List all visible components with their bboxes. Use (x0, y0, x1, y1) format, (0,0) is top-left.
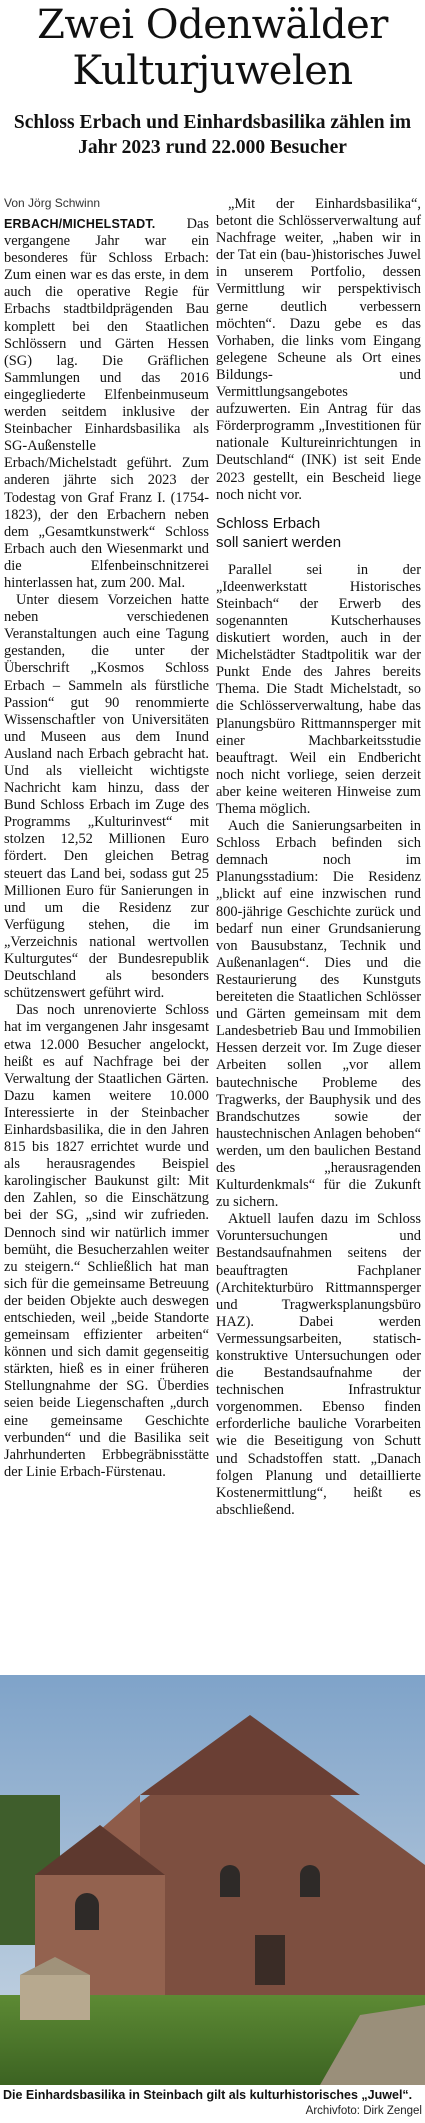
stone-model (20, 1975, 90, 2020)
arched-window (220, 1865, 240, 1897)
paragraph-text: Das vergangene Jahr war ein besonderes für Schloss Erbach: Zum einen war es das erste, in dem auch die operative Regie für Erbachs stadtbildprägenden Bau komplett bei den Staatlichen Schlössern und Gärten Hessen (SG) lag. Die Gräflichen Sammlungen und das 2016 eingegliederte Elfenbeinmuseum werden seitdem inklusive der Steinbacher Einhardsbasilika als SG-Außenstelle Erbach/Michelstadt geführt. Zum anderen jährte sich 2023 der Todestag von Graf Franz I. (1754-1823), der den Erbachern neben dem „Gesamtkunstwerk“ Schloss Erbach auch den Wiesenmarkt und die Elfenbeinschnitzerei hinterlassen hat, zum 200. Mal. (4, 216, 209, 591)
byline: Von Jörg Schwinn (4, 196, 101, 210)
body-paragraph: Das noch unrenovierte Schloss hat im vergangenen Jahr insgesamt etwa 12.000 Besucher angelockt, heißt es auf Nachfrage bei der Verwaltung der Staatlichen Gärten. Dazu kamen weitere 10.000 Interessierte in der Steinbacher Einhardsbasilika, die in den Jahren 815 bis 1827 errichtet wurde und als herausragendes Beispiel karolingischer Baukunst gilt: Mit den Zahlen, so die Einschätzung bei der SG, „sind wir zufrieden. Dennoch sind wir natürlich immer bemüht, die Besucherzahlen weiter zu steigern.“ Schließlich hat man sich für die gemeinsame Betreuung der beiden Objekte auch deswegen entschieden, weil „beide Standorte gemeinsam effizienter arbeiten“ können und sich damit gegenseitig stärkten, hieß es in einer früheren Stellungnahme der SG. Überdies seien beide Liegenschaften „durch eine gemeinsame Geschichte verbunden“ und die Basilika seit Jahrhunderten Erbbegräbnisstätte der Linie Erbach-Fürstenau. (4, 1002, 209, 1480)
basilica-photo (0, 1675, 425, 2085)
right-column (216, 196, 421, 1519)
headline: Zwei Odenwälder Kulturjuwelen (37, 2, 388, 94)
photo-caption (0, 2087, 425, 2103)
entrance-door (255, 1935, 285, 1985)
lead-paragraph (4, 216, 209, 592)
body-paragraph: Aktuell laufen dazu im Schloss Voruntersuchungen und Bestandsaufnahmen seitens der beauftragten Fachplaner (Architekturbüro Rittmannsperger und Tragwerksplanungsbüro HAZ). Dabei werden Vermessungsarbeiten, statisch-konstruktive Untersuchungen oder die Bestandsaufnahme der technischen Infrastruktur vorgenommen. Ebenso finden erforderliche bauliche Vorarbeiten wie die Beseitigung von Schutt und Schadstoffen statt. „Danach folgen Planung und detaillierte Kostenermittlung“, heißt es abschließend. (216, 1211, 421, 1518)
subheading-line: Schloss Erbach (216, 514, 321, 532)
left-column (4, 216, 209, 1481)
dateline: ERBACH/MICHELSTADT. (4, 217, 156, 231)
arched-window (300, 1865, 320, 1897)
subheadline: Schloss Erbach und Einhardsbasilika zählen im Jahr 2023 rund 22.000 Besucher (13, 112, 412, 158)
subheading-line: soll saniert werden (216, 533, 342, 551)
body-paragraph: „Mit der Einhardsbasilika“, betont die Schlösserverwaltung auf Nachfrage weiter, „haben wir in der Tat ein (bau-)historisches Juwel in unserem Portfolio, dessen Vermittlung wir perspektivisch gerne deutlich verbessern möchten“. Dazu gebe es das Vorhaben, die links vom Eingang gelegene Scheune als Ort eines Bildungs- und Vermittlungsangebotes aufzuwerten. Ein Antrag für das Förderprogramm „Investitionen für nationale Kultureinrichtungen in Deutschland“ (INK) ist seit Ende 2023 gestellt, ein Bescheid liege noch nicht vor. (216, 196, 421, 503)
section-subheading (216, 514, 421, 552)
caption-text: Die Einhardsbasilika in Steinbach gilt als kulturhistorisches „Juwel“. (3, 2088, 413, 2102)
body-paragraph: Unter diesem Vorzeichen hatte neben verschiedenen Veranstaltungen auch eine Tagung gestanden, die unter der Überschrift „Kosmos Schloss Erbach – Sammeln als fürstliche Passion“ gut 90 renommierte Wissenschaftler von Universitäten und Museen aus dem Inund Ausland nach Erbach gebracht hat. Und als vielleicht wichtigste Nachricht kam hinzu, dass der Bund Schloss Erbach im Zuge des Programms „Kulturinvest“ mit stolzen 12,52 Millionen Euro fördert. Den gleichen Betrag steuert das Land bei, sodass gut 25 Millionen Euro für Sanierungen in und um die Residenz zur Verfügung stehen, die im „Verzeichnis national wertvollen Kulturgutes“ der Bundesrepublik Deutschland als besonders schützenswert geführt wird. (4, 592, 209, 1002)
body-paragraph: Parallel sei in der „Ideenwerkstatt Historisches Steinbach“ der Erwerb des sogenannten Kutscherhauses diskutiert worden, auch in der Michelstädter Stadtpolitik war der Punkt Ende des Jahres bereits Thema. Die Stadt Michelstadt, so die Schlösserverwaltung, habe das Planungsbüro Rittmannsperger mit einer Machbarkeitsstudie beauftragt. Weil ein Endbericht noch nicht vorliege, seien derzeit aber keine weiteren Hinweise zum Thema möglich. (216, 561, 421, 817)
arched-window (75, 1893, 99, 1930)
body-paragraph: Auch die Sanierungsarbeiten in Schloss Erbach befinden sich demnach noch im Planungsstadium: Die Residenz „blickt auf eine inzwischen rund 800-jährige Geschichte zurück und bedarf nun einer Grundsanierung von Bausubstanz, Technik und Außenanlagen“. Dies und die Restaurierung des Kunstguts bereiteten die Staatlichen Schlösser und Gärten gemeinsam mit dem Landesbetrieb Bau und Immobilien Hessen derzeit vor. Im Zuge dieser Arbeiten sollen „vor allem bautechnische Probleme des Tragwerks, der Bauphysik und des Brandschutzes sowie der haustechnischen Anlagen behoben“ werden, um den baulichen Bestand des „herausragenden Kulturdenkmals“ für die Zukunft zu sichern. (216, 818, 421, 1211)
photo-credit: Archivfoto: Dirk Zengel (305, 2105, 422, 2117)
basilica-illustration (0, 1675, 425, 2085)
